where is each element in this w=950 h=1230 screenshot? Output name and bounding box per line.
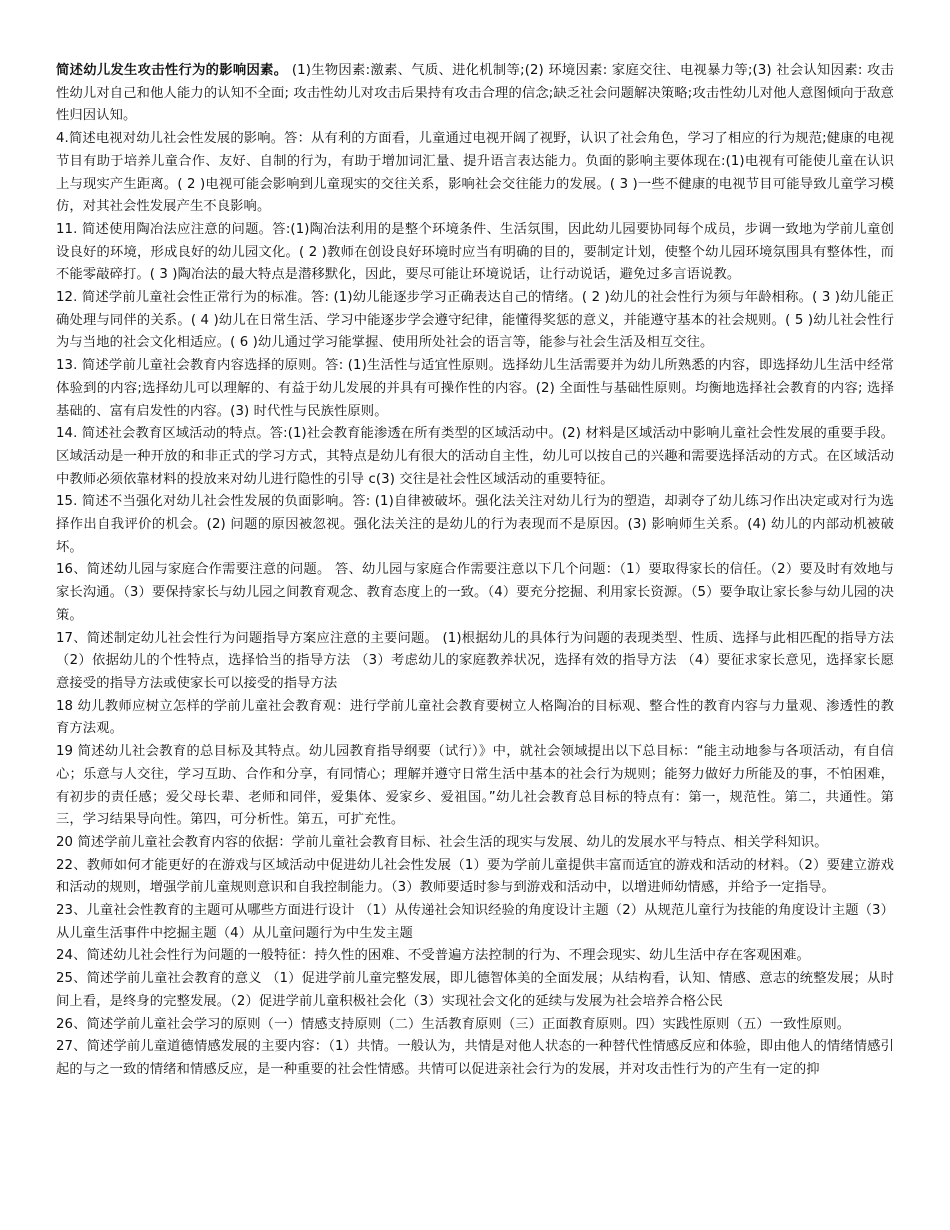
paragraph-12: 12. 简述学前儿童社会性正常行为的标准。答: (1)幼儿能逐步学习正确表达自己的情绪。( 2 )幼儿的社会性行为须与年龄相称。( 3 )幼儿能正确处理与同伴的关系。( 4 )幼儿在日常生活、学习中能逐步学会遵守纪律，能懂得奖惩的意义，并能遵守基本的社会规则。( 5 )幼儿社会性行为与当地的社会文化相适应。( 6 )幼儿通过学习能掌握、使用所处社会的语言等，能参与社会生活及相互交往。	[56, 290, 894, 351]
paragraph-17: 17、简述制定幼儿社会性行为问题指导方案应注意的主要问题。 (1)根据幼儿的具体行为问题的表现类型、性质、选择与此相匹配的指导方法 （2）依据幼儿的个性特点，选择恰当的指导方法 （3）考虑幼儿的家庭教养状况，选择有效的指导方法 （4）要征求家长意见，选择家长愿意接受的指导方法或使家长可以接受的指导方法	[56, 630, 894, 691]
paragraph-27: 27、简述学前儿童道德情感发展的主要内容：（1）共情。一般认为，共情是对他人状态的一种替代性情感反应和体验，即由他人的情绪情感引起的与之一致的情绪和情感反应，是一种重要的社会性情感。共情可以促进亲社会行为的发展，并对攻击性行为的产生有一定的抑	[56, 1039, 894, 1077]
paragraph-19: 19 简述幼儿社会教育的总目标及其特点。幼儿园教育指导纲要（试行）》中，就社会领域提出以下总目标：“能主动地参与各项活动，有自信心；乐意与人交往，学习互助、合作和分享，有同情心；理解并遵守日常生活中基本的社会行为规则；能努力做好力所能及的事，不怕困难，有初步的责任感；爱父母长辈、老师和同伴，爱集体、爱家乡、爱祖国。”幼儿社会教育总目标的特点有：第一，规范性。第二，共通性。第三，学习结果导向性。第四，可分析性。第五，可扩充性。	[56, 744, 894, 828]
paragraph-15: 15. 简述不当强化对幼儿社会性发展的负面影响。答: (1)自律被破坏。强化法关注对幼儿行为的塑造，却剥夺了幼儿练习作出决定或对行为选择作出自我评价的机会。(2) 问题的原因被忽视。强化法关注的是幼儿的行为表现而不是原因。(3) 影响师生关系。(4) 幼儿的内部动机被破坏。	[56, 494, 894, 555]
paragraph-23: 23、儿童社会性教育的主题可从哪些方面进行设计 （1）从传递社会知识经验的角度设计主题（2）从规范儿童行为技能的角度设计主题（3）从儿童生活事件中挖掘主题（4）从儿童问题行为中生发主题	[56, 903, 894, 941]
paragraph-13: 13. 简述学前儿童社会教育内容选择的原则。答: (1)生活性与适宜性原则。选择幼儿生活需要并为幼儿所熟悉的内容，即选择幼儿生活中经常体验到的内容;选择幼儿可以理解的、有益于幼儿发展的并具有可操作性的内容。(2) 全面性与基础性原则。均衡地选择社会教育的内容; 选择基础的、富有启发性的内容。(3) 时代性与民族性原则。	[56, 358, 894, 419]
paragraph-14: 14. 简述社会教育区域活动的特点。答:(1)社会教育能渗透在所有类型的区域活动中。(2) 材料是区域活动中影响儿童社会性发展的重要手段。区域活动是一种开放的和非正式的学习方式，其特点是幼儿有很大的活动自主性，幼儿可以按自己的兴趣和需要选择活动的方式。在区域活动中教师必须依靠材料的投放来对幼儿进行隐性的引导 c(3) 交往是社会性区域活动的重要特征。	[56, 426, 894, 487]
paragraph-text: (1)生物因素:激素、气质、进化机制等;(2) 环境因素: 家庭交往、电视暴力等;(3) 社会认知因素: 攻击性幼儿对自己和他人能力的认知不全面; 攻击性幼儿对攻击后果持有攻击合理的信念;缺乏社会问题解决策略;攻击性幼儿对他人意图倾向于敌意性归因认知。	[56, 63, 894, 124]
paragraph-aggression-factors	[56, 60, 894, 128]
paragraph-20: 20 简述学前儿童社会教育内容的依据：学前儿童社会教育目标、社会生活的现实与发展、幼儿的发展水平与特点、相关学科知识。	[56, 834, 828, 850]
paragraph-4: 4.简述电视对幼儿社会性发展的影响。答：从有利的方面看，儿童通过电视开阔了视野，认识了社会角色，学习了相应的行为规范;健康的电视节目有助于培养儿童合作、友好、自制的行为，有助于增加词汇量、提升语言表达能力。负面的影响主要体现在:(1)电视有可能使儿童在认识上与现实产生距离。( 2 )电视可能会影响到儿童现实的交往关系，影响社会交往能力的发展。( 3 )一些不健康的电视节目可能导致儿童学习模仿，对其社会性发展产生不良影响。	[56, 131, 894, 215]
paragraph-18: 18 幼儿教师应树立怎样的学前儿童社会教育观：进行学前儿童社会教育要树立人格陶冶的目标观、整合性的教育内容与力量观、渗透性的教育方法观。	[56, 698, 894, 737]
paragraph-16: 16、简述幼儿园与家庭合作需要注意的问题。 答、幼儿园与家庭合作需要注意以下几个问题：（1）要取得家长的信任。（2）要及时有效地与家长沟通。（3）要保持家长与幼儿园之间教育观念、教育态度上的一致。（4）要充分挖掘、利用家长资源。（5）要争取让家长参与幼儿园的决策。	[56, 562, 894, 623]
paragraph-26: 26、简述学前儿童社会学习的原则（一）情感支持原则（二）生活教育原则（三）正面教育原则。四）实践性原则（五）一致性原则。	[56, 1016, 851, 1032]
paragraph-lead: 简述幼儿发生攻击性行为的影响因素。	[56, 63, 288, 78]
paragraph-22: 22、教师如何才能更好的在游戏与区域活动中促进幼儿社会性发展（1）要为学前儿童提供丰富而适宜的游戏和活动的材料。（2）要建立游戏和活动的规则，增强学前儿童规则意识和自我控制能力。（3）教师要适时参与到游戏和活动中，以增进师幼情感，并给予一定指导。	[56, 857, 894, 896]
paragraph-24: 24、简述幼儿社会性行为问题的一般特征：持久性的困难、不受普遍方法控制的行为、不理会现实、幼儿生活中存在客观困难。	[56, 948, 810, 964]
paragraph-11: 11. 简述使用陶冶法应注意的问题。答:(1)陶冶法利用的是整个环境条件、生活氛围，因此幼儿园要协同每个成员，步调一致地为学前儿童创设良好的环境，形成良好的幼儿园文化。( 2 )教师在创设良好环境时应当有明确的目的，要制定计划，使整个幼儿园环境氛围具有整体性，而不能零敲碎打。( 3 )陶冶法的最大特点是潜移默化，因此，要尽可能让环境说话，让行动说话，避免过多言语说教。	[56, 221, 894, 283]
paragraph-25: 25、简述学前儿童社会教育的意义 （1）促进学前儿童完整发展，即儿德智体美的全面发展；从结构看，认知、情感、意志的统整发展；从时间上看，是终身的完整发展。（2）促进学前儿童积极社会化（3）实现社会文化的延续与发展为社会培养合格公民	[56, 971, 894, 1009]
